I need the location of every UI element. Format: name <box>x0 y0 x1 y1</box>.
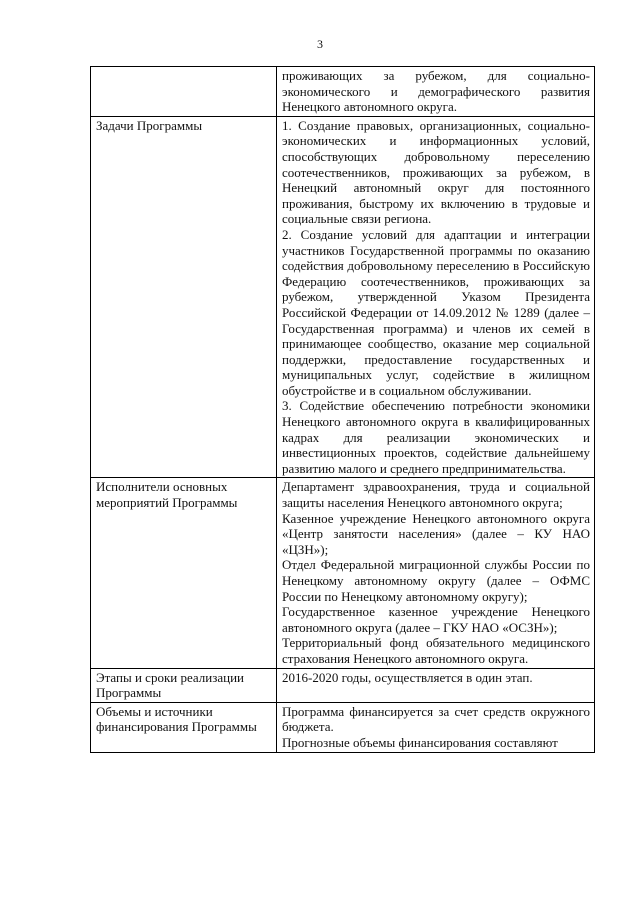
row-paragraph: Отдел Федеральной миграционной службы России по Ненецкому автономному округу (далее – ОФМС России по Ненецкому автономному округу); <box>282 557 590 604</box>
table-row <box>91 67 595 117</box>
row-paragraph: Территориальный фонд обязательного медицинского страхования Ненецкого автономного округа. <box>282 635 590 666</box>
page-number: 3 <box>317 37 323 51</box>
row-label: Исполнители основных мероприятий Программы <box>91 478 277 668</box>
row-paragraph: Казенное учреждение Ненецкого автономного округа «Центр занятости населения» (далее – КУ НАО «ЦЗН»); <box>282 510 590 557</box>
row-paragraph: 3. Содействие обеспечению потребности экономики Ненецкого автономного округа в квалифицированных кадрах для реализации экономических и инвестиционных проектов, содействие дальнейшему развитию малого и среднего предпринимательства. <box>282 398 590 476</box>
row-label: Объемы и источники финансирования Программы <box>91 702 277 752</box>
row-paragraph: Программа финансируется за счет средств окружного бюджета. <box>282 703 590 735</box>
row-value <box>277 67 595 117</box>
row-paragraph: Прогнозные объемы финансирования составляют <box>282 734 558 750</box>
row-paragraph: 2. Создание условий для адаптации и интеграции участников Государственной программы по оказанию содействия добровольному переселению в Российскую Федерацию соотечественников, проживающих за рубежом, утвержденной Указом Президента Российской Федерации от 14.09.2012 № 1289 (далее – Государственная программа) и членов их семей в принимающее сообщество, оказание мер социальной поддержки, предоставление государственных и муниципальных услуг, содействие в жилищном обустройстве и в социальном обслуживании. <box>282 226 590 398</box>
table-row <box>91 116 595 478</box>
table-row <box>91 702 595 752</box>
row-label: Задачи Программы <box>91 116 277 478</box>
row-value <box>277 116 595 478</box>
row-value <box>277 668 595 702</box>
row-value <box>277 478 595 668</box>
row-label <box>91 67 277 117</box>
program-passport-table <box>90 66 595 753</box>
row-paragraph: 1. Создание правовых, организационных, социально-экономических и информационных условий, способствующих добровольному переселению соотечественников, проживающих за рубежом, в Ненецкий автономный округ для постоянного проживания, быстрому их включению в трудовые и социальные связи региона. <box>282 117 590 227</box>
table-row <box>91 668 595 702</box>
row-paragraph: 2016-2020 годы, осуществляется в один этап. <box>282 669 533 685</box>
row-paragraph: проживающих за рубежом, для социально-экономического и демографического развития Ненецкого автономного округа. <box>282 68 590 115</box>
row-paragraph: Департамент здравоохранения, труда и социальной защиты населения Ненецкого автономного округа; <box>282 479 590 511</box>
row-label: Этапы и сроки реализации Программы <box>91 668 277 702</box>
row-paragraph: Государственное казенное учреждение Ненецкого автономного округа (далее – ГКУ НАО «ОСЗН»); <box>282 604 590 635</box>
table-row <box>91 478 595 668</box>
row-value <box>277 702 595 752</box>
